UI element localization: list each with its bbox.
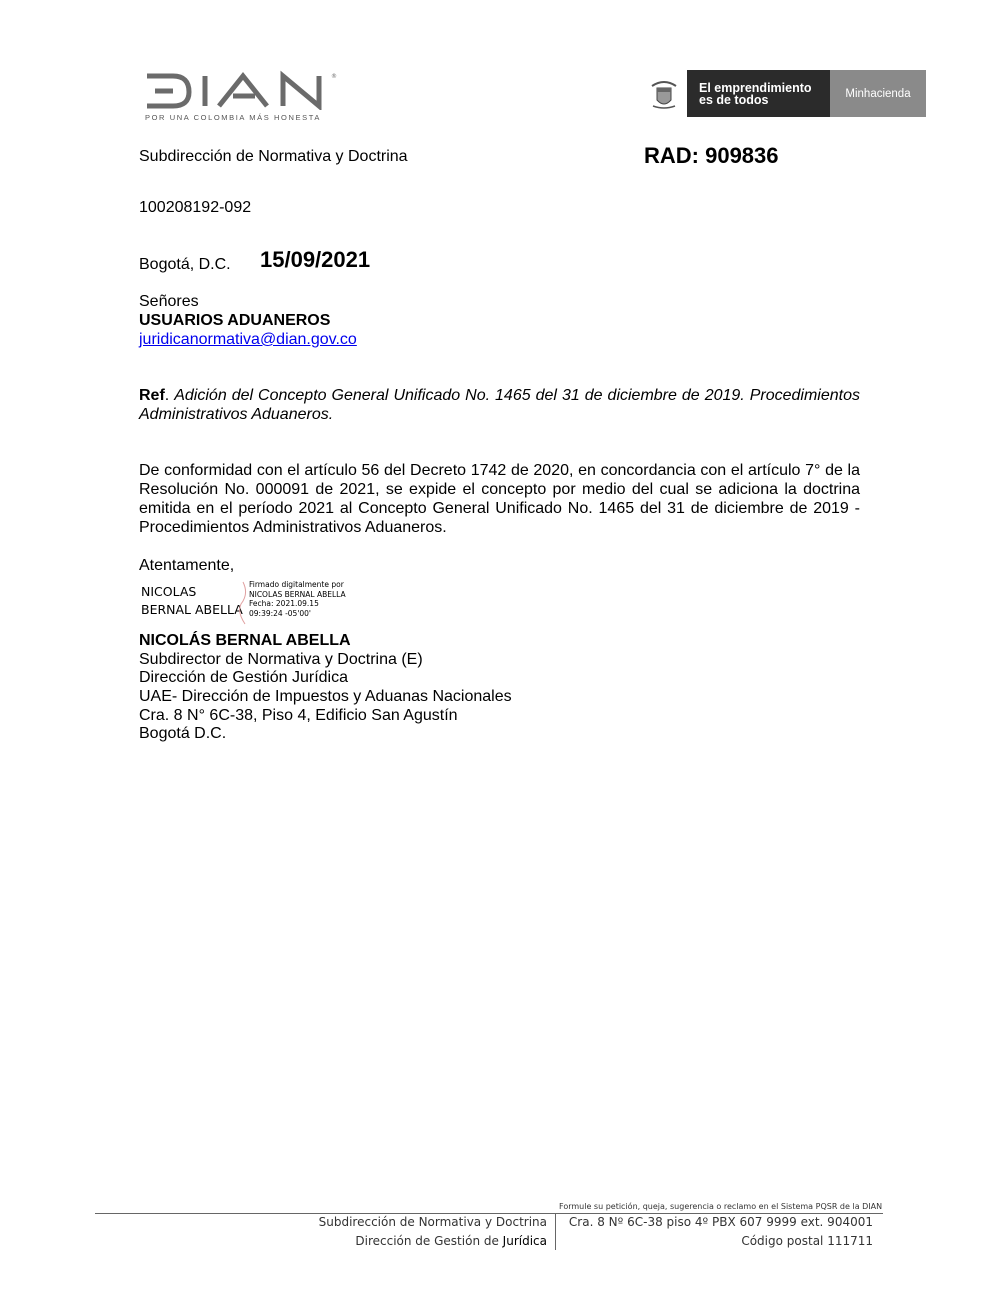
dian-logo: [143, 70, 348, 126]
letter-date: 15/09/2021: [260, 247, 371, 272]
signature-meta-line3: Fecha: 2021.09.15: [249, 599, 319, 608]
reference-block: [139, 386, 860, 424]
footer-direction: [260, 1232, 547, 1251]
footer-left: [260, 1213, 547, 1251]
signature-meta-line2: NICOLAS BERNAL ABELLA: [249, 589, 346, 599]
closing: Atentamente,: [139, 557, 235, 574]
office-name: Subdirección de Normativa y Doctrina: [139, 148, 408, 165]
digital-signature: [141, 580, 371, 626]
place: Bogotá, D.C.: [139, 256, 231, 273]
ministry-label: Minhacienda: [830, 70, 926, 117]
rad-number: RAD: 909836: [644, 143, 779, 168]
footer-direction-emph: Jurídica: [502, 1234, 547, 1248]
footer-postal-code: Código postal 111711: [741, 1234, 873, 1248]
gov-slogan-line2: es de todos: [699, 92, 769, 107]
footer-contact: Cra. 8 Nº 6C-38 piso 4º PBX 607 9999 ext. 904001: [568, 1215, 873, 1229]
signer-address: Cra. 8 N° 6C-38, Piso 4, Edificio San Agustín: [139, 707, 458, 724]
recipient-name: USUARIOS ADUANEROS: [139, 312, 331, 329]
ref-text: Adición del Concepto General Unificado No. 1465 del 31 de diciembre de 2019. Procedimientos Administrativos Aduaneros.: [139, 387, 860, 423]
signature-name-line1: NICOLAS: [141, 584, 197, 599]
signer-direction: Dirección de Gestión Jurídica: [139, 669, 348, 686]
ref-label: Ref: [139, 387, 165, 404]
ref-dot: .: [164, 387, 170, 404]
gov-slogan: [687, 70, 830, 117]
signer-city: Bogotá D.C.: [139, 725, 227, 742]
recipient-salutation: Señores: [139, 293, 199, 310]
footer-right: [560, 1213, 873, 1251]
footer-note: Formule su petición, queja, sugerencia o reclamo en el Sistema PQSR de la DIAN: [559, 1202, 883, 1211]
dian-wordmark-icon: [143, 70, 343, 110]
gov-slogan-line1: El emprendimiento: [699, 80, 812, 95]
signer-name: NICOLÁS BERNAL ABELLA: [139, 632, 351, 649]
signature-meta-line4: 09:39:24 -05'00': [249, 608, 311, 618]
signer-entity: UAE- Dirección de Impuestos y Aduanas Nacionales: [139, 688, 512, 705]
recipient-email-link[interactable]: juridicanormativa@dian.gov.co: [139, 331, 357, 348]
signature-name-line2: BERNAL ABELLA: [141, 602, 243, 617]
signature-meta-line1: Firmado digitalmente por: [249, 580, 344, 589]
signer-title: Subdirector de Normativa y Doctrina (E): [139, 651, 423, 668]
footer-office: Subdirección de Normativa y Doctrina: [318, 1215, 547, 1229]
government-logo: [641, 70, 926, 117]
dian-tagline: POR UNA COLOMBIA MÁS HONESTA: [145, 113, 321, 122]
reference-number: 100208192-092: [139, 199, 252, 216]
footer-separator: [555, 1214, 556, 1250]
signature-meta: [249, 580, 346, 618]
svg-text:®: ®: [331, 73, 337, 80]
coat-of-arms-icon: [641, 70, 687, 117]
footer-direction-prefix: Dirección de Gestión de: [355, 1234, 503, 1248]
body-paragraph: De conformidad con el artículo 56 del Decreto 1742 de 2020, en concordancia con el artículo 7° de la Resolución No. 000091 de 2021, se expide el concepto por medio del cual se adiciona la doctrina emitida en el período 2021 al Concepto General Unificado No. 1465 del 31 de diciembre de 2019 - Procedimientos Administrativos Aduaneros.: [139, 462, 860, 536]
